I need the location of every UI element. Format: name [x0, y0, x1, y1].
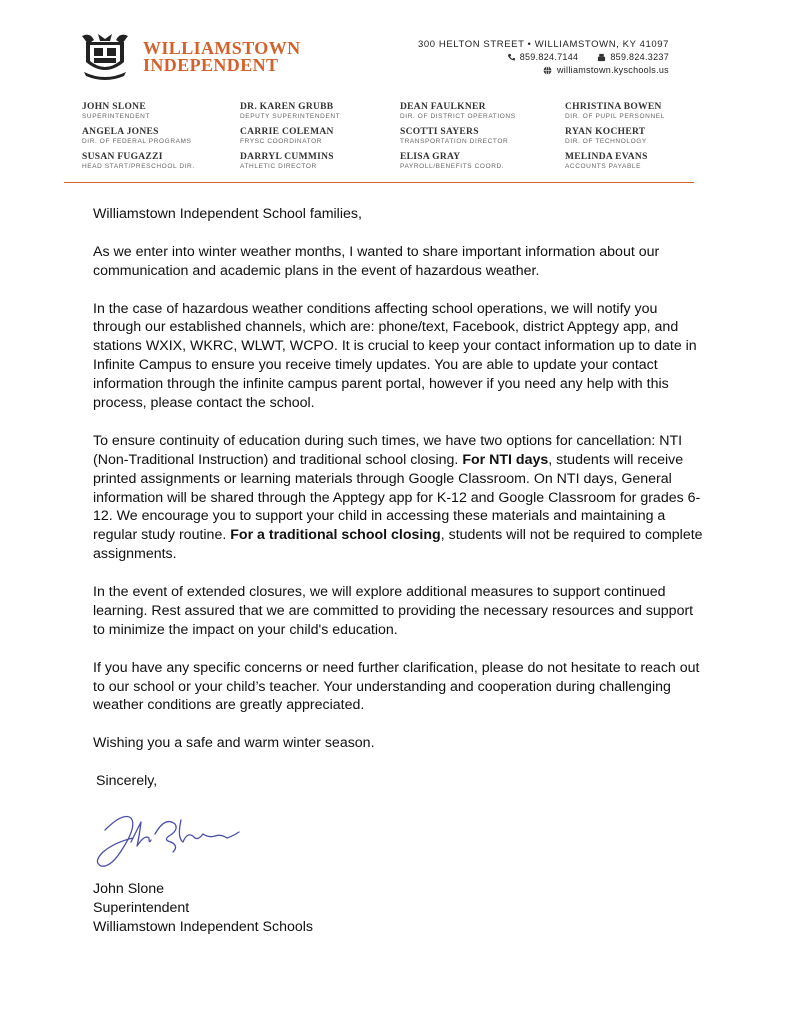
signer-organization: Williamstown Independent Schools [93, 918, 314, 935]
staff-member [565, 152, 702, 171]
staff-role: ATHLETIC DIRECTOR [240, 163, 317, 170]
staff-name: DR. KAREN GRUBB [240, 102, 334, 112]
staff-member [240, 102, 400, 121]
continuity-text-3: , students will not be required to complete assignments. [93, 527, 703, 563]
greeting: Williamstown Independent School families, [93, 206, 362, 222]
staff-name: MELINDA EVANS [565, 152, 648, 162]
staff-role: SUPERINTENDENT [82, 113, 150, 120]
signature-block [93, 880, 313, 937]
address: 300 HELTON STREET • WILLIAMSTOWN, KY 41097 [418, 39, 669, 50]
fax-number: 859.824.3237 [610, 52, 669, 62]
paragraph-notification: In the case of hazardous weather conditions affecting school operations, we will notify you through our established channels, which are: phone/text, Facebook, district Apptegy app, and stations WXIX, WKRC, WLWT, WCPO. It is crucial to keep your contact information up to date in Infinite Campus to ensure you receive timely updates. You are able to update your contact information through the infinite campus parent portal, however if you need any help with this process, please contact the school. [93, 300, 697, 412]
staff-name: DARRYL CUMMINS [240, 152, 334, 162]
staff-role: DIR. OF DISTRICT OPERATIONS [400, 113, 516, 120]
staff-role: DIR. OF TECHNOLOGY [565, 138, 647, 145]
phone-row [418, 51, 669, 64]
website-link[interactable]: williamstown.kyschools.us [556, 65, 669, 75]
staff-name: JOHN SLONE [82, 102, 146, 112]
staff-role: ACCOUNTS PAYABLE [565, 163, 642, 170]
nti-days-emphasis: For NTI days [462, 451, 549, 468]
phone-number: 859.824.7144 [519, 52, 579, 62]
staff-role: DEPUTY SUPERINTENDENT [240, 113, 341, 120]
staff-name: CARRIE COLEMAN [240, 127, 334, 137]
staff-member [82, 152, 240, 171]
staff-member [240, 152, 400, 171]
staff-name: SCOTTI SAYERS [400, 127, 479, 137]
staff-name: ANGELA JONES [82, 127, 159, 137]
staff-name: CHRISTINA BOWEN [565, 102, 662, 112]
continuity-text-1: To ensure continuity of education during such times, we have two options for cancellation: NTI (Non-Traditional Instruction) and traditional school closing. [93, 432, 683, 468]
district-name-line2: INDEPENDENT [143, 55, 279, 75]
staff-member [82, 102, 240, 121]
handwritten-signature [93, 808, 243, 876]
phone-icon [507, 53, 516, 62]
globe-icon [543, 66, 552, 75]
continuity-text-2: , students will receive printed assignments or learning materials through Google Classroom. On NTI days, General information will be shared through the Apptegy app for K-12 and Google Classroom for grades 6-12. We encourage you to support your child in accessing these materials and maintaining a regular study routine. [93, 451, 701, 544]
staff-name: ELISA GRAY [400, 152, 461, 162]
staff-role: DIR. OF FEDERAL PROGRAMS [82, 138, 192, 145]
paragraph-continuity [93, 432, 703, 564]
paragraph-extended-closures: In the event of extended closures, we will explore additional measures to support continued learning. Rest assured that we are committed to providing the necessary resources and support to minimize the impact on your child's education. [93, 584, 694, 638]
staff-role: DIR. OF PUPIL PERSONNEL [565, 113, 665, 120]
signer-title: Superintendent [93, 899, 190, 916]
staff-role: TRANSPORTATION DIRECTOR [400, 138, 509, 145]
staff-role: HEAD START/PRESCHOOL DIR. [82, 163, 195, 170]
staff-name: RYAN KOCHERT [565, 127, 646, 137]
staff-member [400, 127, 565, 146]
paragraph-concerns: If you have any specific concerns or need further clarification, please do not hesitate to reach out to our school or your child’s teacher. Your understanding and cooperation during challenging weather conditions are greatly appreciated. [93, 659, 700, 714]
signer-name: John Slone [93, 881, 164, 897]
fax-icon [597, 53, 606, 62]
staff-directory [82, 102, 702, 171]
district-crest-icon [80, 32, 130, 80]
staff-member [565, 127, 702, 146]
staff-name: SUSAN FUGAZZI [82, 152, 163, 162]
staff-member [400, 152, 565, 171]
closing: Sincerely, [96, 773, 158, 790]
website-row [418, 64, 669, 77]
header-divider [64, 182, 694, 183]
staff-member [240, 127, 400, 146]
staff-member [565, 102, 702, 121]
staff-name: DEAN FAULKNER [400, 102, 486, 112]
paragraph-intro: As we enter into winter weather months, I wanted to share important information about our communication and academic plans in the event of hazardous weather. [93, 243, 660, 279]
staff-member [400, 102, 565, 121]
district-name [143, 40, 301, 74]
staff-role: PAYROLL/BENEFITS COORD. [400, 163, 505, 170]
district-name-line1: WILLIAMSTOWN [143, 38, 301, 58]
traditional-closing-emphasis: For a traditional school closing [230, 527, 441, 544]
paragraph-wishes: Wishing you a safe and warm winter season. [93, 735, 375, 752]
staff-member [82, 127, 240, 146]
contact-block [418, 38, 669, 77]
staff-role: FRYSC COORDINATOR [240, 138, 323, 145]
letter-body [93, 205, 703, 791]
